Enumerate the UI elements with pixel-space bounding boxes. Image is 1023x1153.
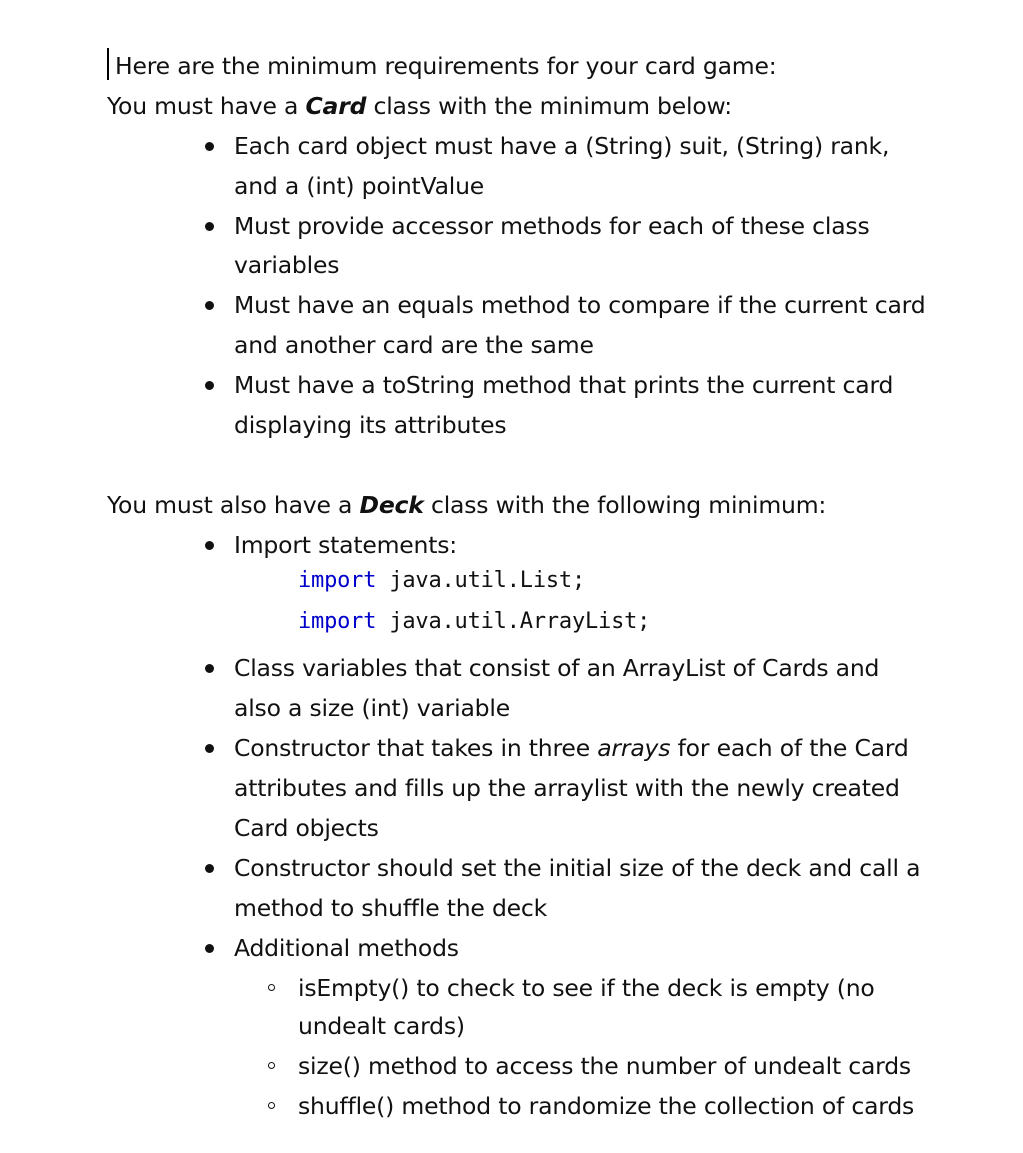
- text-cursor: [107, 48, 109, 80]
- sub-list-item-cont: undealt cards): [298, 1012, 465, 1040]
- bullet-icon: [205, 864, 214, 873]
- sub-list-item: shuffle() method to randomize the collection of cards: [298, 1092, 915, 1120]
- list-item-cont: displaying its attributes: [234, 411, 507, 439]
- list-item: Must provide accessor methods for each of these class: [234, 212, 870, 240]
- list-item: Must have an equals method to compare if the current card: [234, 291, 926, 319]
- bullet-icon: [205, 664, 214, 673]
- circle-bullet-icon: [268, 1102, 275, 1109]
- bullet-icon: [205, 944, 214, 953]
- list-item-cont: and another card are the same: [234, 331, 594, 359]
- sub-list-item: size() method to access the number of undealt cards: [298, 1052, 911, 1080]
- bullet-icon: [205, 142, 214, 151]
- circle-bullet-icon: [268, 984, 275, 991]
- list-item: Constructor that takes in three arrays for each of the Card: [234, 734, 909, 762]
- card-section-heading: You must have a Card class with the minimum below:: [107, 92, 732, 120]
- list-item-cont: variables: [234, 251, 340, 279]
- list-item-cont: also a size (int) variable: [234, 694, 510, 722]
- intro-line: Here are the minimum requirements for your card game:: [115, 52, 777, 80]
- deck-class-name: Deck: [359, 491, 424, 519]
- list-item-cont: method to shuffle the deck: [234, 894, 548, 922]
- code-line: import java.util.List;: [298, 568, 586, 593]
- list-item: Constructor should set the initial size of the deck and call a: [234, 854, 921, 882]
- bullet-icon: [205, 301, 214, 310]
- list-item-cont: Card objects: [234, 814, 379, 842]
- bullet-icon: [205, 744, 214, 753]
- bullet-icon: [205, 381, 214, 390]
- deck-section-heading: You must also have a Deck class with the following minimum:: [107, 491, 827, 519]
- card-class-name: Card: [305, 92, 367, 120]
- sub-list-item: isEmpty() to check to see if the deck is empty (no: [298, 974, 875, 1002]
- code-line: import java.util.ArrayList;: [298, 609, 651, 634]
- circle-bullet-icon: [268, 1062, 275, 1069]
- list-item: Additional methods: [234, 934, 459, 962]
- list-item-cont: attributes and fills up the arraylist with the newly created: [234, 774, 900, 802]
- list-item: Must have a toString method that prints the current card: [234, 371, 894, 399]
- bullet-icon: [205, 222, 214, 231]
- list-item-cont: and a (int) pointValue: [234, 172, 485, 200]
- list-item: Each card object must have a (String) suit, (String) rank,: [234, 132, 890, 160]
- list-item: Import statements:: [234, 531, 458, 559]
- list-item: Class variables that consist of an ArrayList of Cards and: [234, 654, 880, 682]
- bullet-icon: [205, 541, 214, 550]
